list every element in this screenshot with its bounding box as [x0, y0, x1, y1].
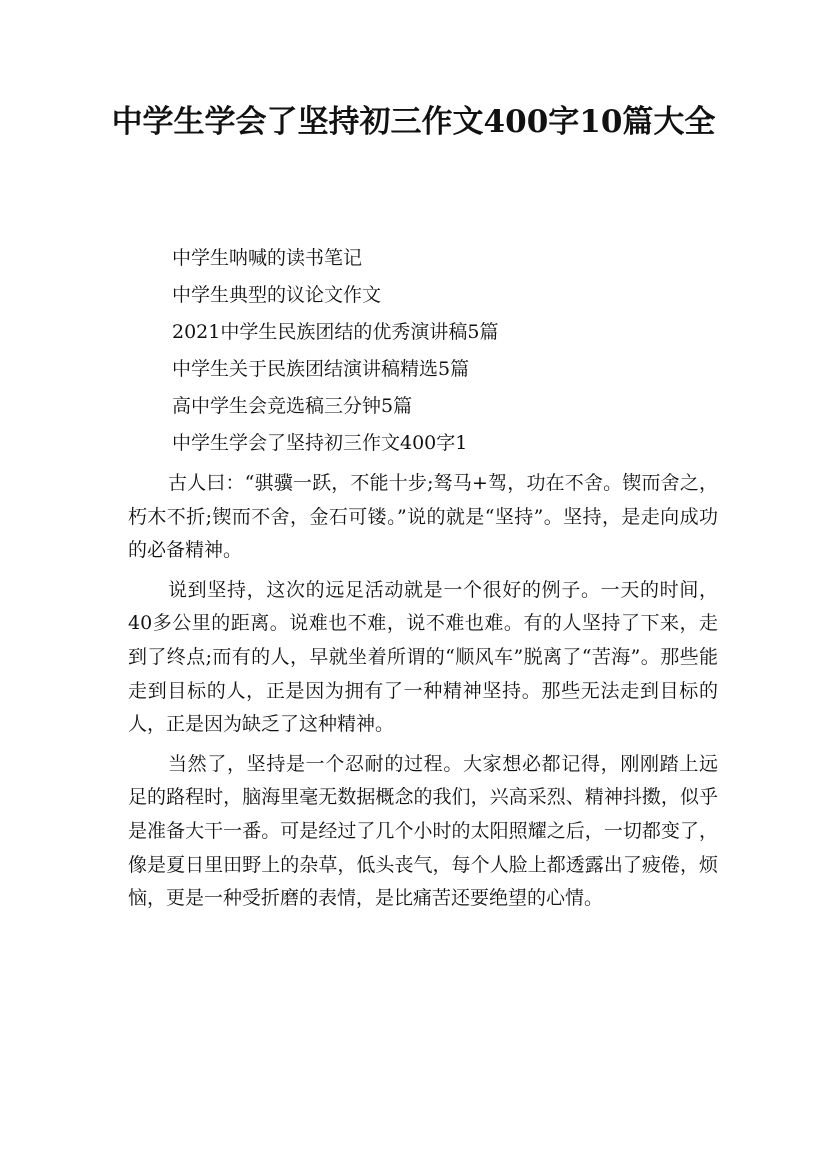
body-paragraph: 说到坚持，这次的远足活动就是一个很好的例子。一天的时间，40多公里的距离。说难也不难，说不难也难。有的人坚持了下来，走到了终点;而有的人，早就坐着所谓的“顺风车”脱离了“苦海”。那些能走到目标的人，正是因为拥有了一种精神坚持。那些无法走到目标的人，正是因为缺乏了这种精神。 — [128, 578, 718, 736]
related-link[interactable]: 中学生学会了坚持初三作文400字1 — [172, 432, 468, 454]
body-paragraph: 古人曰：“骐骥一跃，不能十步;驽马+驾，功在不舍。锲而舍之，朽木不折;锲而不舍，金石可镂。”说的就是“坚持”。坚持，是走向成功的必备精神。 — [128, 472, 718, 562]
related-link[interactable]: 2021中学生民族团结的优秀演讲稿5篇 — [172, 321, 499, 343]
related-link[interactable]: 高中学生会竞选稿三分钟5篇 — [172, 395, 413, 417]
related-link[interactable]: 中学生呐喊的读书笔记 — [172, 247, 363, 269]
related-link[interactable]: 中学生关于民族团结演讲稿精选5篇 — [172, 358, 470, 380]
body-paragraph: 当然了，坚持是一个忍耐的过程。大家想必都记得，刚刚踏上远足的路程时，脑海里毫无数据概念的我们，兴高采烈、精神抖擞，似乎是准备大干一番。可是经过了几个小时的太阳照耀之后，一切都变了，像是夏日里田野上的杂草，低头丧气，每个人脸上都透露出了疲倦，烦恼，更是一种受折磨的表情，是比痛苦还要绝望的心情。 — [128, 752, 718, 910]
article-body — [128, 467, 718, 922]
document-title: 中学生学会了坚持初三作文400字10篇大全 — [111, 104, 716, 140]
related-links-list — [172, 240, 498, 462]
related-link[interactable]: 中学生典型的议论文作文 — [172, 284, 382, 306]
